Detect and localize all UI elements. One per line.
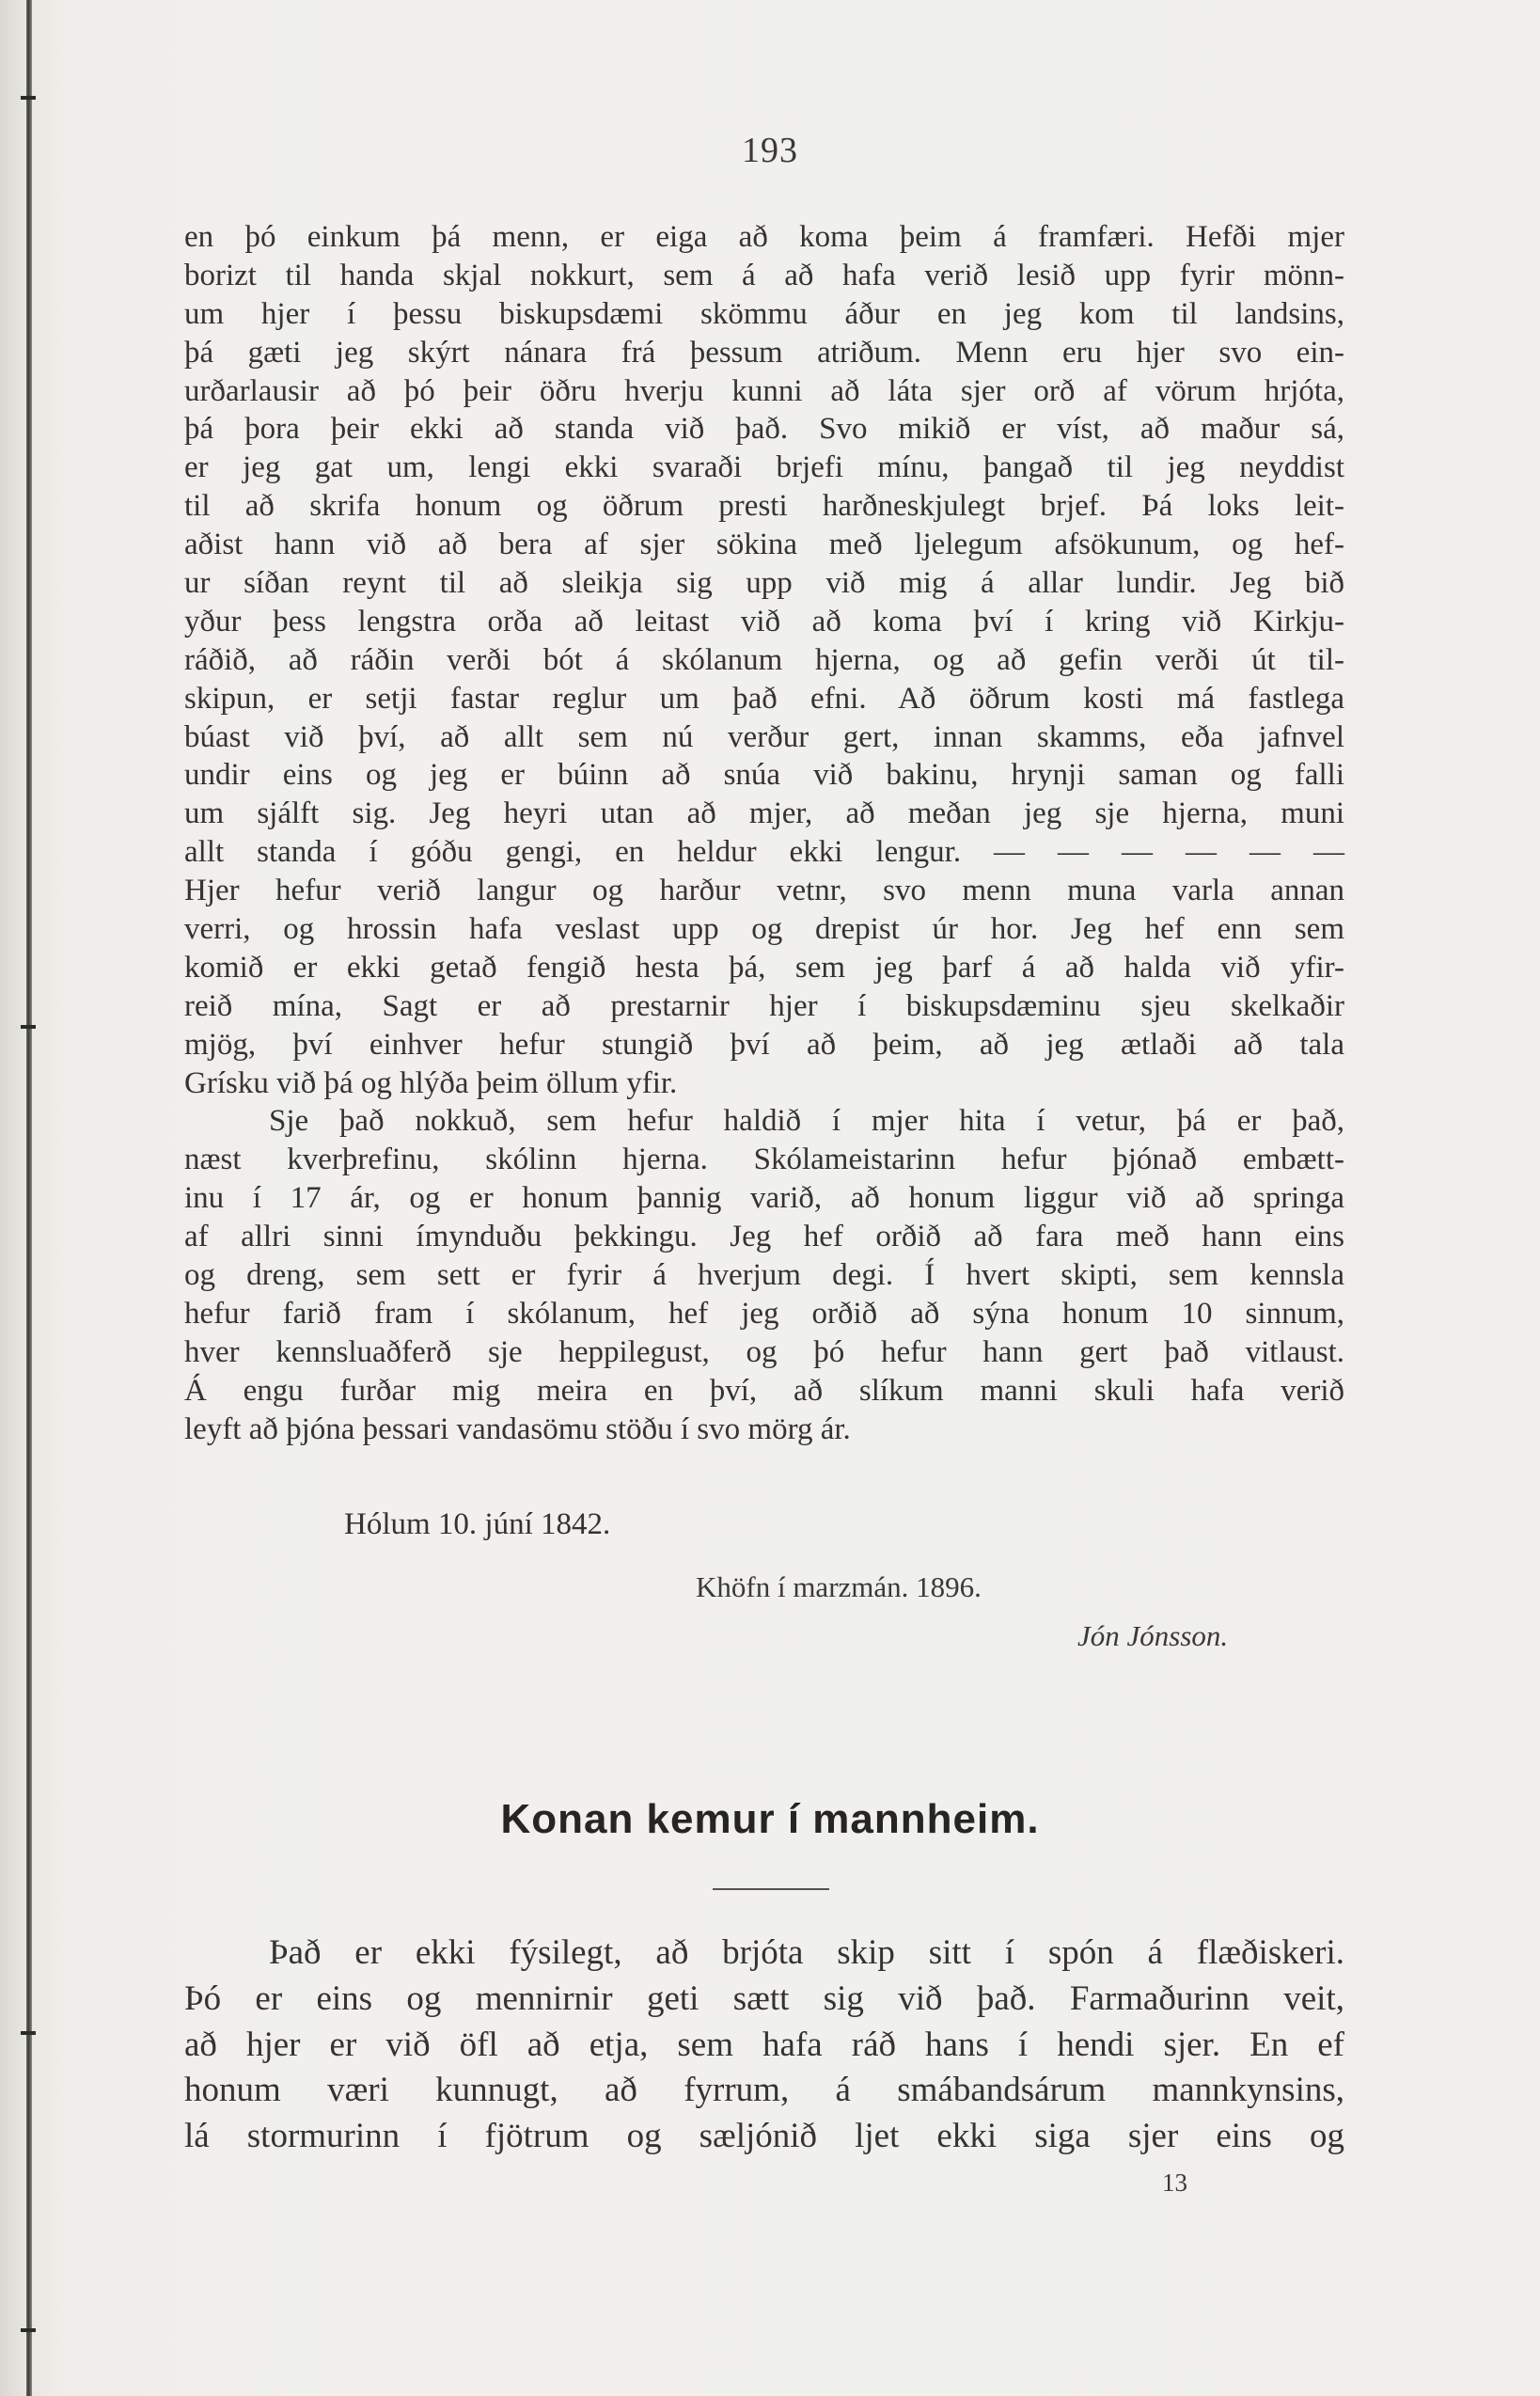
text-line: lá stormurinn í fjötrum og sæljónið ljet ekki siga sjer eins og: [184, 2117, 1344, 2156]
text-line: Þó er eins og mennirnir geti sætt sig við það. Farmaðurinn veit,: [184, 1978, 1344, 2018]
text-line: hver kennsluaðferð sje heppilegust, og þó hefur hann gert það vitlaust.: [184, 1334, 1344, 1369]
text-line: er jeg gat um, lengi ekki svaraði brjefi mínu, þangað til jeg neyddist: [184, 450, 1344, 485]
text-line: og dreng, sem sett er fyrir á hverjum degi. Í hvert skipti, sem kennsla: [184, 1258, 1344, 1293]
text-line: þá gæti jeg skýrt nánara frá þessum atriðum. Menn eru hjer svo ein-: [184, 335, 1344, 370]
text-line: leyft að þjóna þessari vandasömu stöðu í svo mörg ár.: [184, 1411, 851, 1446]
text-line: reið mína, Sagt er að prestarnir hjer í biskupsdæminu sjeu skelkaðir: [184, 988, 1344, 1023]
text-line: honum væri kunnugt, að fyrrum, á smábandsárum mannkynsins,: [184, 2071, 1344, 2110]
text-line: þá þora þeir ekki að standa við það. Svo mikið er víst, að maður sá,: [184, 412, 1344, 447]
text-line: búast við því, að allt sem nú verður gert, innan skamms, eða jafnvel: [184, 719, 1344, 754]
text-line: hefur farið fram í skólanum, hef jeg orðið að sýna honum 10 sinnum,: [184, 1296, 1344, 1331]
text-line: Grísku við þá og hlýða þeim öllum yfir.: [184, 1065, 678, 1100]
text-line: ráðið, að ráðin verði bót á skólanum hjerna, og að gefin verði út til-: [184, 642, 1344, 677]
text-line: en þó einkum þá menn, er eiga að koma þeim á framfæri. Hefði mjer: [184, 220, 1344, 254]
signature-date: Khöfn í marzmán. 1896.: [696, 1570, 982, 1603]
text-line: um hjer í þessu biskupsdæmi skömmu áður en jeg kom til landsins,: [184, 296, 1344, 331]
signature-name: Jón Jónsson.: [1077, 1619, 1229, 1652]
spine-mark: [21, 2031, 36, 2035]
text-line: yður þess lengstra orða að leitast við að koma því í kring við Kirkju-: [184, 604, 1344, 638]
printer-signature-mark: 13: [1162, 2168, 1187, 2197]
title-divider: [713, 1888, 829, 1890]
letter-body: [184, 218, 1344, 1449]
text-line: næst kverþrefinu, skólinn hjerna. Skólameistarinn hefur þjónað embætt-: [184, 1143, 1344, 1177]
text-line: að hjer er við öfl að etja, sem hafa ráð hans í hendi sjer. En ef: [184, 2025, 1344, 2064]
text-line: urðarlausir að þó þeir öðru hverju kunni að láta sjer orð af vörum hrjóta,: [184, 373, 1344, 408]
spine-mark: [21, 96, 36, 100]
text-line: komið er ekki getað fengið hesta þá, sem jeg þarf á að halda við yfir-: [184, 950, 1344, 985]
text-line: um sjálft sig. Jeg heyri utan að mjer, að meðan jeg sje hjerna, muni: [184, 796, 1344, 831]
page-number: 193: [742, 131, 798, 170]
text-line: aðist hann við að bera af sjer sökina með ljelegum afsökunum, og hef-: [184, 528, 1344, 562]
article-body: [184, 1931, 1344, 2160]
text-line: ur síðan reynt til að sleikja sig upp við mig á allar lundir. Jeg bið: [184, 566, 1344, 601]
text-line: borizt til handa skjal nokkurt, sem á að hafa verið lesið upp fyrir mönn-: [184, 258, 1344, 292]
text-line: Sje það nokkuð, sem hefur haldið í mjer hita í vetur, þá er það,: [269, 1104, 1344, 1139]
text-line: Það er ekki fýsilegt, að brjóta skip sitt í spón á flæðiskeri.: [269, 1933, 1344, 1972]
letter-place-date: Hólum 10. júní 1842.: [344, 1507, 611, 1541]
text-line: Á engu furðar mig meira en því, að slíkum manni skuli hafa verið: [184, 1373, 1344, 1408]
spine-mark: [21, 1025, 36, 1029]
text-line: verri, og hrossin hafa veslast upp og drepist úr hor. Jeg hef enn sem: [184, 912, 1344, 947]
spine-mark: [21, 2328, 36, 2332]
text-line: allt standa í góðu gengi, en heldur ekki lengur. — — — — — —: [184, 835, 1344, 870]
text-line: Hjer hefur verið langur og harður vetnr, svo menn muna varla annan: [184, 874, 1344, 908]
text-line: skipun, er setji fastar reglur um það efni. Að öðrum kosti má fastlega: [184, 681, 1344, 716]
article-title: Konan kemur í mannheim.: [500, 1796, 1040, 1842]
text-line: undir eins og jeg er búinn að snúa við bakinu, hrynji saman og falli: [184, 758, 1344, 793]
text-line: af allri sinni ímynduðu þekkingu. Jeg hef orðið að fara með hann eins: [184, 1220, 1344, 1254]
book-spine: [26, 0, 32, 2396]
text-line: til að skrifa honum og öðrum presti harðneskjulegt brjef. Þá loks leit-: [184, 489, 1344, 524]
text-line: inu í 17 ár, og er honum þannig varið, að honum liggur við að springa: [184, 1181, 1344, 1216]
text-line: mjög, því einhver hefur stungið því að þeim, að jeg ætlaði að tala: [184, 1027, 1344, 1062]
